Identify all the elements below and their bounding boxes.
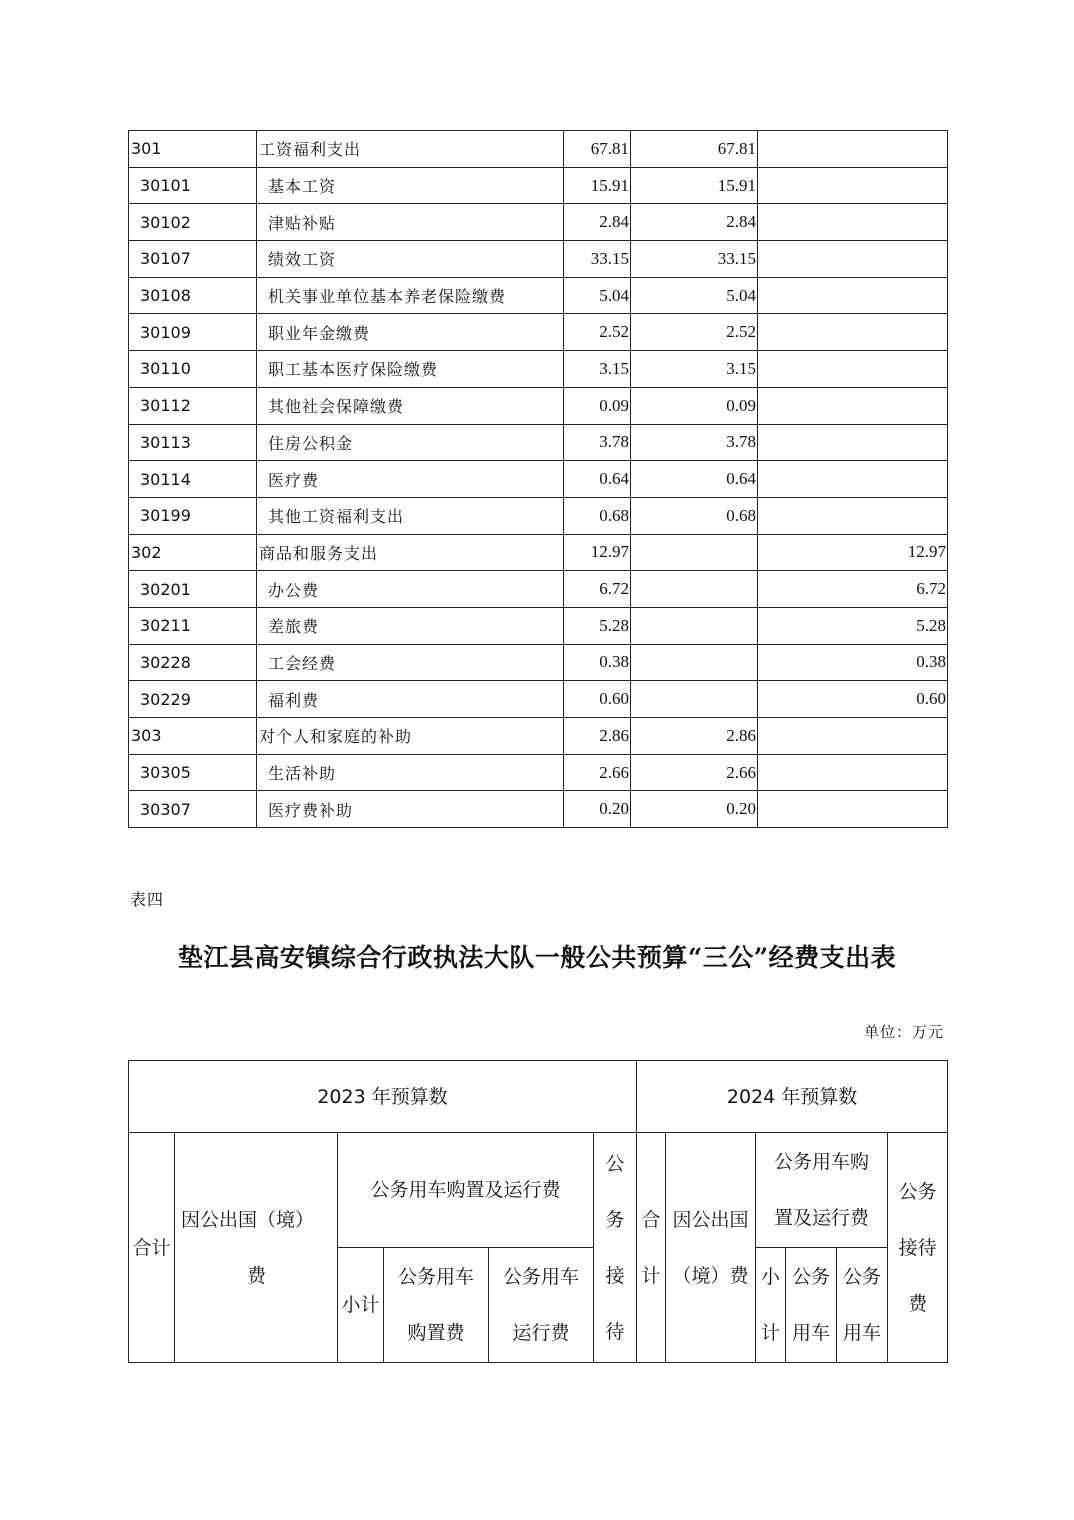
reception-header-2024 [888, 1133, 948, 1363]
table-row [129, 571, 948, 608]
row-code: 30108 [129, 277, 257, 314]
unit-label: 单位：万元 [863, 1023, 944, 1041]
row-code: 30113 [129, 424, 257, 461]
table-row [129, 424, 948, 461]
row-basic: 2.52 [631, 314, 758, 351]
reception-header-2023 [594, 1133, 637, 1363]
row-basic [631, 644, 758, 681]
row-basic: 0.20 [631, 791, 758, 828]
row-project [758, 314, 948, 351]
row-name: 对个人和家庭的补助 [257, 718, 564, 755]
row-basic: 0.68 [631, 497, 758, 534]
row-name: 住房公积金 [257, 424, 564, 461]
abroad-header-2023 [175, 1133, 338, 1363]
reception-2024-line1: 公务 [898, 1180, 937, 1203]
sub-2024-line1: 小 [761, 1266, 781, 1288]
reception-2024-line3: 费 [908, 1292, 928, 1315]
row-name: 其他社会保障缴费 [257, 387, 564, 424]
table-row [129, 644, 948, 681]
row-basic: 2.84 [631, 204, 758, 241]
car-buy-header-2024 [786, 1248, 837, 1363]
total-2024-char-1: 合 [641, 1208, 661, 1231]
run-2024-line2: 用车 [843, 1322, 882, 1344]
row-code: 30211 [129, 607, 257, 644]
row-total: 5.04 [564, 277, 631, 314]
row-basic: 15.91 [631, 167, 758, 204]
reception-char-2: 务 [605, 1208, 625, 1231]
row-code: 30102 [129, 204, 257, 241]
row-total: 0.60 [564, 681, 631, 718]
row-name: 生活补助 [257, 754, 564, 791]
row-project [758, 277, 948, 314]
year-2023-header: 2023 年预算数 [129, 1061, 637, 1133]
row-project [758, 754, 948, 791]
row-code: 30228 [129, 644, 257, 681]
row-name: 职业年金缴费 [257, 314, 564, 351]
section-label: 表四 [130, 890, 165, 909]
table-row [129, 167, 948, 204]
row-basic [631, 534, 758, 571]
table-row [129, 681, 948, 718]
row-name: 职工基本医疗保险缴费 [257, 351, 564, 388]
row-basic: 2.66 [631, 754, 758, 791]
row-code: 30101 [129, 167, 257, 204]
row-project: 12.97 [758, 534, 948, 571]
abroad-header-2024 [666, 1133, 756, 1363]
row-name: 机关事业单位基本养老保险缴费 [257, 277, 564, 314]
car-group-2024-line2: 置及运行费 [774, 1207, 870, 1229]
table-row [129, 204, 948, 241]
row-code: 30201 [129, 571, 257, 608]
row-code: 30307 [129, 791, 257, 828]
row-total: 3.78 [564, 424, 631, 461]
row-basic: 3.15 [631, 351, 758, 388]
row-total: 15.91 [564, 167, 631, 204]
table-row [129, 461, 948, 498]
subtotal-header-2023: 小计 [338, 1248, 384, 1363]
row-name: 办公费 [257, 571, 564, 608]
row-code: 301 [129, 131, 257, 168]
car-group-header-2023: 公务用车购置及运行费 [338, 1133, 594, 1248]
sangong-table [128, 1060, 948, 1363]
row-project [758, 204, 948, 241]
row-basic: 3.78 [631, 424, 758, 461]
car-group-header-2024 [756, 1133, 888, 1248]
table-row [129, 277, 948, 314]
row-total: 67.81 [564, 131, 631, 168]
row-code: 30109 [129, 314, 257, 351]
row-name: 津贴补贴 [257, 204, 564, 241]
row-project: 0.60 [758, 681, 948, 718]
table-row [129, 497, 948, 534]
buy-2024-line2: 用车 [792, 1322, 831, 1344]
subtotal-header-2024 [756, 1248, 786, 1363]
row-basic [631, 607, 758, 644]
run-2024-line1: 公务 [843, 1266, 882, 1288]
reception-2024-line2: 接待 [898, 1236, 937, 1259]
table-row [129, 718, 948, 755]
reception-char-1: 公 [605, 1152, 625, 1175]
total-header-2023: 合计 [129, 1133, 175, 1363]
row-project [758, 497, 948, 534]
car-buy-line1: 公务用车 [397, 1266, 474, 1288]
table-row [129, 791, 948, 828]
row-total: 12.97 [564, 534, 631, 571]
row-name: 其他工资福利支出 [257, 497, 564, 534]
row-code: 30114 [129, 461, 257, 498]
row-code: 303 [129, 718, 257, 755]
row-name: 基本工资 [257, 167, 564, 204]
table-row [129, 387, 948, 424]
row-total: 2.86 [564, 718, 631, 755]
row-total: 2.52 [564, 314, 631, 351]
abroad-header-2023-line2: 费 [247, 1264, 267, 1287]
table-row [129, 241, 948, 278]
expense-table [128, 130, 948, 828]
row-project: 0.38 [758, 644, 948, 681]
year-2024-header: 2024 年预算数 [637, 1061, 948, 1133]
car-buy-header-2023 [384, 1248, 489, 1363]
row-name: 福利费 [257, 681, 564, 718]
total-header-2024 [637, 1133, 666, 1363]
row-project [758, 241, 948, 278]
row-code: 302 [129, 534, 257, 571]
total-2024-char-2: 计 [641, 1264, 661, 1287]
row-project [758, 131, 948, 168]
car-run-line1: 公务用车 [502, 1266, 579, 1288]
buy-2024-line1: 公务 [792, 1266, 831, 1288]
row-total: 0.38 [564, 644, 631, 681]
row-name: 工资福利支出 [257, 131, 564, 168]
row-code: 30305 [129, 754, 257, 791]
row-basic [631, 571, 758, 608]
car-run-line2: 运行费 [512, 1322, 570, 1344]
row-total: 5.28 [564, 607, 631, 644]
table-row [129, 314, 948, 351]
car-run-header-2023 [489, 1248, 594, 1363]
row-basic [631, 681, 758, 718]
reception-char-4: 待 [605, 1320, 625, 1343]
row-code: 30199 [129, 497, 257, 534]
row-code: 30107 [129, 241, 257, 278]
row-basic: 33.15 [631, 241, 758, 278]
row-total: 0.20 [564, 791, 631, 828]
abroad-header-2023-line1: 因公出国（境） [181, 1208, 315, 1231]
row-total: 2.66 [564, 754, 631, 791]
row-project [758, 718, 948, 755]
table-row [129, 131, 948, 168]
row-project [758, 424, 948, 461]
row-total: 0.64 [564, 461, 631, 498]
row-total: 33.15 [564, 241, 631, 278]
abroad-2024-line2: （境）费 [672, 1264, 749, 1287]
row-project [758, 461, 948, 498]
car-group-2024-line1: 公务用车购 [774, 1151, 870, 1173]
row-project [758, 791, 948, 828]
row-project [758, 387, 948, 424]
row-basic: 0.09 [631, 387, 758, 424]
row-basic: 0.64 [631, 461, 758, 498]
reception-char-3: 接 [605, 1264, 625, 1287]
row-code: 30112 [129, 387, 257, 424]
row-total: 3.15 [564, 351, 631, 388]
abroad-2024-line1: 因公出国 [672, 1208, 749, 1231]
car-buy-line2: 购置费 [407, 1322, 465, 1344]
row-code: 30110 [129, 351, 257, 388]
row-basic: 67.81 [631, 131, 758, 168]
row-total: 0.68 [564, 497, 631, 534]
row-total: 0.09 [564, 387, 631, 424]
row-name: 差旅费 [257, 607, 564, 644]
row-project: 5.28 [758, 607, 948, 644]
car-run-header-2024 [837, 1248, 888, 1363]
table-row [129, 607, 948, 644]
row-name: 医疗费补助 [257, 791, 564, 828]
row-project [758, 351, 948, 388]
row-basic: 5.04 [631, 277, 758, 314]
row-project: 6.72 [758, 571, 948, 608]
page-title: 垫江县高安镇综合行政执法大队一般公共预算“三公”经费支出表 [177, 943, 897, 972]
row-total: 2.84 [564, 204, 631, 241]
row-name: 商品和服务支出 [257, 534, 564, 571]
table-row [129, 351, 948, 388]
table-row [129, 754, 948, 791]
sub-2024-line2: 计 [761, 1322, 781, 1344]
row-project [758, 167, 948, 204]
row-total: 6.72 [564, 571, 631, 608]
row-name: 工会经费 [257, 644, 564, 681]
row-name: 绩效工资 [257, 241, 564, 278]
expense-table-body [129, 131, 948, 828]
row-code: 30229 [129, 681, 257, 718]
row-basic: 2.86 [631, 718, 758, 755]
table-row [129, 534, 948, 571]
row-name: 医疗费 [257, 461, 564, 498]
